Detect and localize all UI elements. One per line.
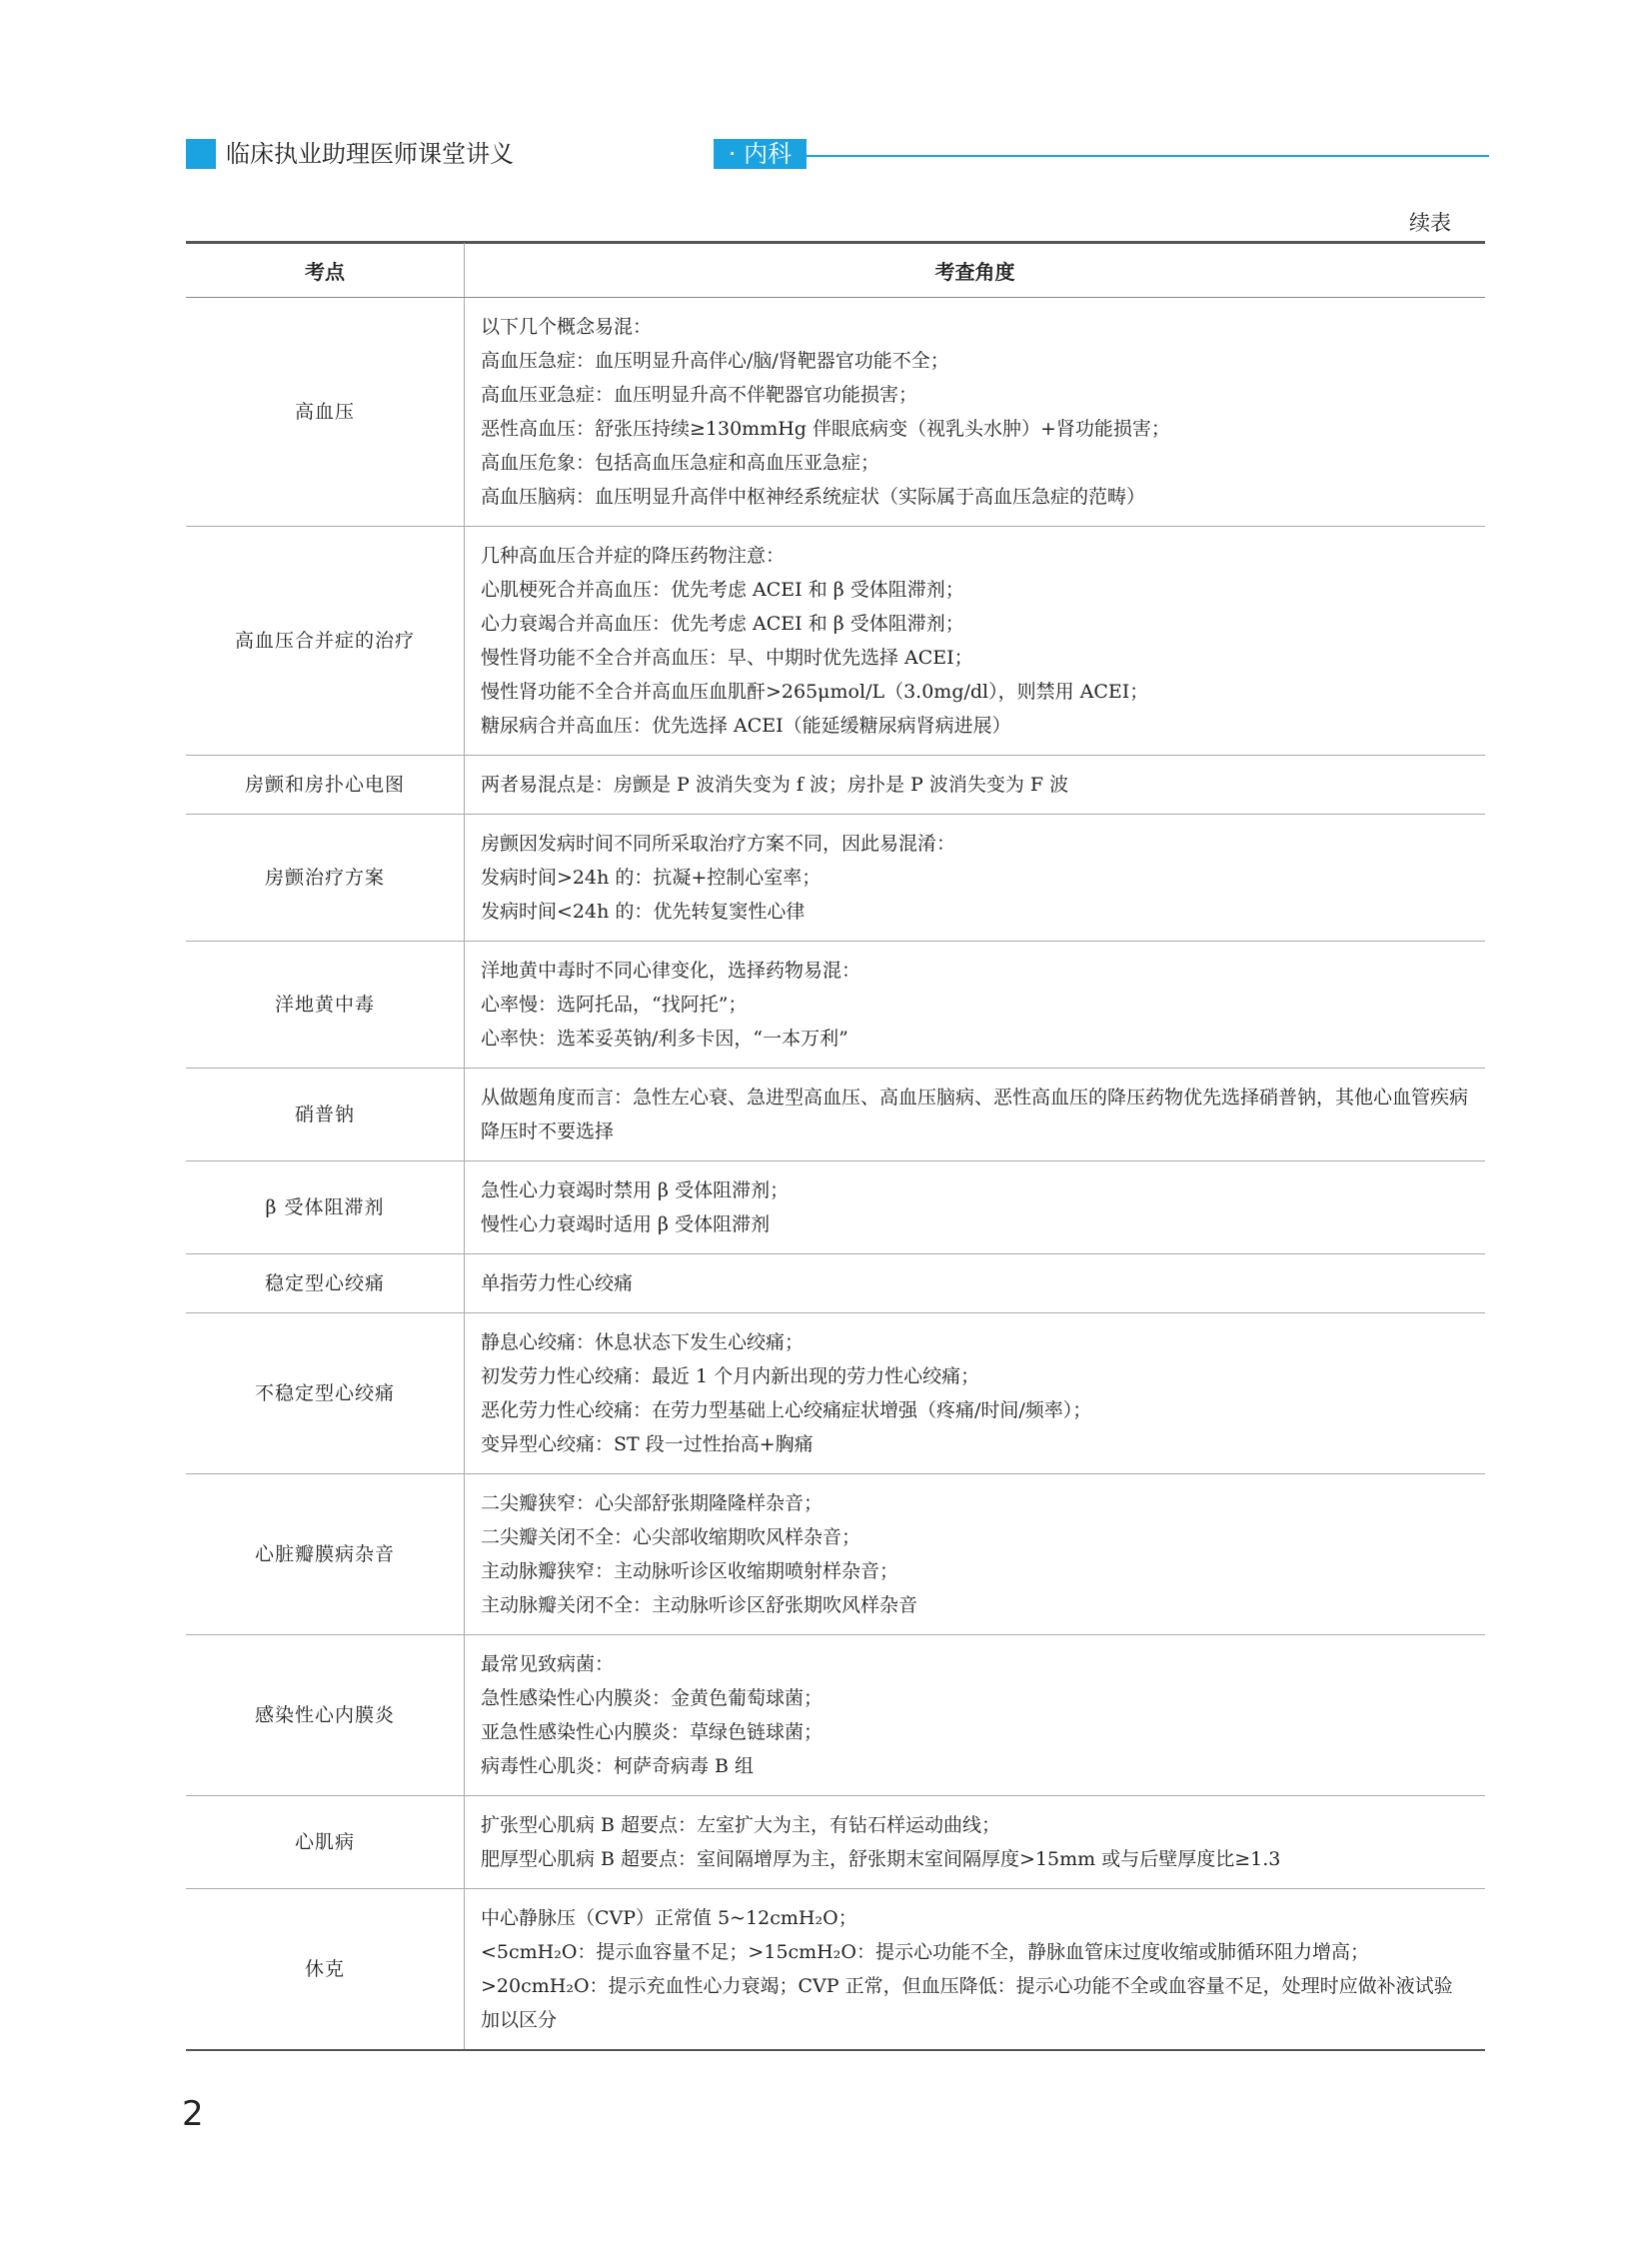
detail-line: 心率快：选苯妥英钠/利多卡因，“一本万利” xyxy=(481,1028,848,1050)
topic-cell: 高血压合并症的治疗 xyxy=(186,527,465,756)
topic-cell: 不稳定型心绞痛 xyxy=(186,1313,465,1474)
table-row xyxy=(186,527,1485,756)
running-header xyxy=(186,139,1489,169)
detail-cell xyxy=(465,1635,1486,1796)
topic-cell: 感染性心内膜炎 xyxy=(186,1635,465,1796)
detail-line: 慢性心力衰竭时适用 β 受体阻滞剂 xyxy=(481,1213,771,1235)
detail-line: 初发劳力性心绞痛：最近 1 个月内新出现的劳力性心绞痛； xyxy=(481,1365,980,1387)
table-row xyxy=(186,298,1485,527)
column-header-angle: 考查角度 xyxy=(465,243,1486,298)
detail-line: 急性感染性心内膜炎：金黄色葡萄球菌； xyxy=(481,1687,824,1709)
detail-line: 心肌梗死合并高血压：优先考虑 ACEI 和 β 受体阻滞剂； xyxy=(481,579,964,601)
detail-cell xyxy=(465,815,1486,942)
detail-line: 病毒性心肌炎：柯萨奇病毒 B 组 xyxy=(481,1755,755,1777)
detail-line: 扩张型心肌病 B 超要点：左室扩大为主，有钻石样运动曲线； xyxy=(481,1814,1001,1836)
topic-cell: β 受体阻滞剂 xyxy=(186,1161,465,1254)
topic-cell: 稳定型心绞痛 xyxy=(186,1254,465,1313)
table-row xyxy=(186,1889,1485,2051)
detail-cell xyxy=(465,942,1486,1069)
continued-label: 续表 xyxy=(1409,211,1451,235)
topic-cell: 高血压 xyxy=(186,298,465,527)
detail-line: 变异型心绞痛：ST 段一过性抬高+胸痛 xyxy=(481,1433,814,1455)
table-row xyxy=(186,942,1485,1069)
detail-line: 心率慢：选阿托品，“找阿托”； xyxy=(481,994,748,1016)
table-row xyxy=(186,1254,1485,1313)
detail-line: 二尖瓣狭窄：心尖部舒张期隆隆样杂音； xyxy=(481,1492,824,1514)
detail-line: 最常见致病菌： xyxy=(481,1653,615,1675)
detail-line: 发病时间>24h 的：抗凝+控制心室率； xyxy=(481,867,822,889)
topic-cell: 休克 xyxy=(186,1889,465,2051)
detail-line: 慢性肾功能不全合并高血压血肌酐>265μmol/L（3.0mg/dl），则禁用 ACEI； xyxy=(481,681,1149,703)
detail-cell xyxy=(465,1474,1486,1635)
detail-line: 以下几个概念易混： xyxy=(481,316,653,338)
detail-line: 房颤因发病时间不同所采取治疗方案不同，因此易混淆： xyxy=(481,833,956,855)
detail-cell xyxy=(465,1254,1486,1313)
detail-line: 单指劳力性心绞痛 xyxy=(481,1272,634,1294)
header-square-icon xyxy=(186,139,216,169)
column-header-topic: 考点 xyxy=(186,243,465,298)
detail-line: <5cmH₂O：提示血容量不足；>15cmH₂O：提示心功能不全，静脉血管床过度收缩或肺循环阻力增高；>20cmH₂O：提示充血性心力衰竭；CVP 正常，但血压降低：提示心功能不全或血容量不足，处理时应做补液试验加以区分 xyxy=(481,1941,1453,2031)
topic-cell: 房颤和房扑心电图 xyxy=(186,756,465,815)
topic-cell: 心脏瓣膜病杂音 xyxy=(186,1474,465,1635)
detail-cell xyxy=(465,527,1486,756)
detail-cell xyxy=(465,1889,1486,2051)
detail-line: 主动脉瓣狭窄：主动脉听诊区收缩期喷射样杂音； xyxy=(481,1560,899,1582)
exam-points-table xyxy=(186,243,1485,2051)
topic-cell: 洋地黄中毒 xyxy=(186,942,465,1069)
detail-cell xyxy=(465,1069,1486,1161)
detail-line: 亚急性感染性心内膜炎：草绿色链球菌； xyxy=(481,1721,824,1743)
detail-cell xyxy=(465,1161,1486,1254)
detail-line: 发病时间<24h 的：优先转复窦性心律 xyxy=(481,901,806,923)
topic-cell: 心肌病 xyxy=(186,1796,465,1889)
table-row xyxy=(186,1474,1485,1635)
header-rule xyxy=(807,155,1489,157)
detail-line: 两者易混点是：房颤是 P 波消失变为 f 波；房扑是 P 波消失变为 F 波 xyxy=(481,774,1069,796)
table-row xyxy=(186,1635,1485,1796)
detail-line: 静息心绞痛：休息状态下发生心绞痛； xyxy=(481,1331,805,1353)
detail-cell xyxy=(465,756,1486,815)
detail-line: 恶化劳力性心绞痛：在劳力型基础上心绞痛症状增强（疼痛/时间/频率）； xyxy=(481,1399,1092,1421)
detail-line: 心力衰竭合并高血压：优先考虑 ACEI 和 β 受体阻滞剂； xyxy=(481,613,964,635)
detail-line: 主动脉瓣关闭不全：主动脉听诊区舒张期吹风样杂音 xyxy=(481,1594,918,1616)
detail-line: 糖尿病合并高血压：优先选择 ACEI（能延缓糖尿病肾病进展） xyxy=(481,715,1011,737)
detail-line: 肥厚型心肌病 B 超要点：室间隔增厚为主，舒张期末室间隔厚度>15mm 或与后壁厚度比≥1.3 xyxy=(481,1848,1281,1870)
section-tag: · 内科 xyxy=(714,139,807,169)
table-header-row xyxy=(186,243,1485,298)
table-body xyxy=(186,298,1485,2051)
detail-cell xyxy=(465,1313,1486,1474)
detail-line: 高血压脑病：血压明显升高伴中枢神经系统症状（实际属于高血压急症的范畴） xyxy=(481,486,1146,508)
topic-cell: 房颤治疗方案 xyxy=(186,815,465,942)
detail-cell xyxy=(465,298,1486,527)
detail-line: 中心静脉压（CVP）正常值 5~12cmH₂O； xyxy=(481,1907,857,1929)
table-row xyxy=(186,1161,1485,1254)
detail-line: 二尖瓣关闭不全：心尖部收缩期吹风样杂音； xyxy=(481,1526,861,1548)
detail-cell xyxy=(465,1796,1486,1889)
book-title: 临床执业助理医师课堂讲义 xyxy=(226,140,514,168)
topic-cell: 硝普钠 xyxy=(186,1069,465,1161)
detail-line: 高血压危象：包括高血压急症和高血压亚急症； xyxy=(481,452,880,474)
detail-line: 高血压亚急症：血压明显升高不伴靶器官功能损害； xyxy=(481,384,918,406)
table-row xyxy=(186,1069,1485,1161)
table-row xyxy=(186,1796,1485,1889)
detail-line: 慢性肾功能不全合并高血压：早、中期时优先选择 ACEI； xyxy=(481,647,973,669)
detail-line: 高血压急症：血压明显升高伴心/脑/肾靶器官功能不全； xyxy=(481,350,949,372)
detail-line: 从做题角度而言：急性左心衰、急进型高血压、高血压脑病、恶性高血压的降压药物优先选择硝普钠，其他心血管疾病降压时不要选择 xyxy=(481,1087,1469,1142)
detail-line: 洋地黄中毒时不同心律变化，选择药物易混： xyxy=(481,960,861,982)
detail-line: 几种高血压合并症的降压药物注意： xyxy=(481,545,786,567)
table-row xyxy=(186,1313,1485,1474)
detail-line: 恶性高血压：舒张压持续≥130mmHg 伴眼底病变（视乳头水肿）+肾功能损害； xyxy=(481,418,1170,440)
detail-line: 急性心力衰竭时禁用 β 受体阻滞剂； xyxy=(481,1179,790,1201)
table-row xyxy=(186,756,1485,815)
page-number: 2 xyxy=(182,2094,204,2134)
table-row xyxy=(186,815,1485,942)
